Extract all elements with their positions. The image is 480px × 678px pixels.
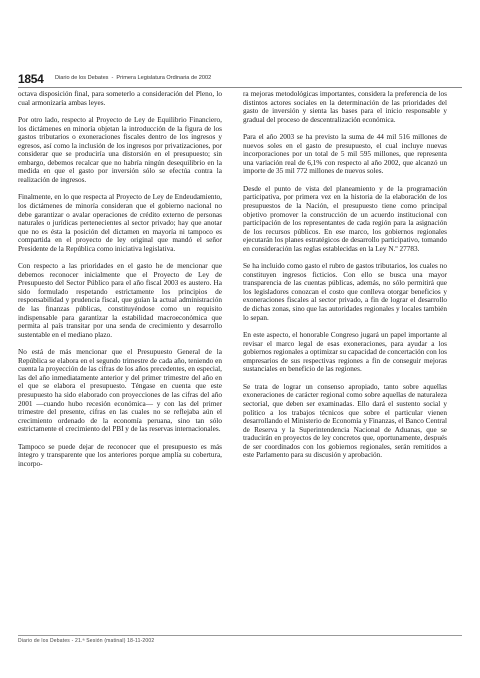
paragraph: Con respecto a las prioridades en el gasto he de mencionar que debemos reconocer inicialmente que el Proyecto de Ley de Presupuesto del Sector Público para el año fiscal 2003 es austero. Ha sido formulado respetando estrictamente los principios de responsabilidad y prudencia fiscal, que guían la actual administración de las finanzas públicas, constituyéndose como un requisito indispensable para garantizar la estabilidad macroeconómica que permita al país transitar por una senda de crecimiento y desarrollo sustentable en el mediano plazo. xyxy=(18,262,222,339)
paragraph: ra mejoras metodológicas importantes, considera la preferencia de los distintos actores sociales en la determinación de las prioridades del gasto de inversión y sienta las bases para el inicio responsable y gradual del proceso de descentralización económica. xyxy=(243,90,447,124)
paragraph: Finalmente, en lo que respecta al Proyecto de Ley de Endeudamiento, los dictámenes de minoría consideran que el gobierno nacional no debe garantizar o avalar operaciones de crédito externo de personas naturales o jurídicas pertenecientes al sector privado; hay que anotar que no es ésta la posición del dictamen en mayoría ni tampoco es compartida en el proyecto de ley original que mandó el señor Presidente de la República como iniciativa legislativa. xyxy=(18,193,222,253)
page-footer: Diario de los Debates - 21.ª Sesión (matinal) 18-11-2002 xyxy=(18,638,155,644)
running-header xyxy=(55,75,211,81)
paragraph: Se ha incluido como gasto el rubro de gastos tributarios, los cuales no constituyen ingresos ficticios. Con ello se busca una mayor transparencia de las cuentas públicas, además, no sólo permitirá que los legisladores conozcan el costo que conlleva otorgar beneficios y exoneraciones fiscales al sector privado, a fin de lograr el desarrollo de dichas zonas, sino que las autoridades regionales y locales también lo sepan. xyxy=(243,262,447,322)
right-column xyxy=(243,90,447,469)
paragraph: octava disposición final, para someterlo a consideración del Pleno, lo cual armonizaría ambas leyes. xyxy=(18,90,222,107)
publication-title: Diario de los Debates xyxy=(55,75,109,81)
header-rule xyxy=(18,87,462,88)
header-separator: - xyxy=(111,75,114,81)
left-column xyxy=(18,90,222,477)
paragraph: Tampoco se puede dejar de reconocer que el presupuesto es más íntegro y transparente que los anteriores porque amplía su cobertura, incorpo- xyxy=(18,442,222,468)
footer-rule xyxy=(18,635,462,636)
paragraph: Desde el punto de vista del planeamiento y de la programación participativa, por primera vez en la historia de la elaboración de los presupuestos de la Nación, el presupuesto tiene como principal objetivo promover la construcción de un acuerdo institucional con participación de los representantes de cada región para la asignación de los recursos públicos. En ese marco, los gobiernos regionales ejecutarán los planes estratégicos de desarrollo participativo, tomando en consideración las reglas establecidas en la Ley N.º 27783. xyxy=(243,184,447,253)
paragraph: No está de más mencionar que el Presupuesto General de la República se elabora en el segundo trimestre de cada año, teniendo en cuenta la proyección de las cifras de los años precedentes, en especial, las del año inmediatamente anterior y del primer trimestre del año en el que se elabora el presupuesto. Téngase en cuenta que este presupuesto ha sido elaborado con proyecciones de las cifras del año 2001 —cuando hubo recesión económica— y con las del primer trimestre del presente, cifras en las cuales no se reflejaba aún el crecimiento ordenado de la economía peruana, sino tan sólo estrictamente el crecimiento del PBI y de las reservas internacionales. xyxy=(18,348,222,434)
paragraph: Por otro lado, respecto al Proyecto de Ley de Equilibrio Financiero, los dictámenes en minoría objetan la introducción de la figura de los gastos tributarios o exoneraciones fiscales dentro de los ingresos y egresos, así como la inclusión de los ingresos por privatizaciones, por considerar que se produciría una distorsión en el presupuesto; sin embargo, debemos recalcar que no habría ningún desequilibrio en la medida en que el gasto por inversión sólo se efectúa contra la realización de ingresos. xyxy=(18,116,222,184)
page-header xyxy=(18,74,462,86)
paragraph: En este aspecto, el honorable Congreso jugará un papel importante al revisar el marco legal de esas exoneraciones, para ayudar a los gobiernos regionales a optimizar su capacidad de concertación con los empresarios de sus respectivas regiones a fin de conseguir mejoras sustanciales en beneficio de las regiones. xyxy=(243,331,447,374)
page-number: 1854 xyxy=(18,72,44,86)
paragraph: Se trata de lograr un consenso apropiado, tanto sobre aquellas exoneraciones de carácter regional como sobre aquellas de naturaleza sectorial, que deben ser examinadas. Ello dará el sustento social y político a los trabajos técnicos que sobre el particular vienen desarrollando el Ministerio de Economía y Finanzas, el Banco Central de Reserva y la Superintendencia Nacional de Aduanas, que se traducirán en proyectos de ley concretos que, oportunamente, después de ser coordinados con los gobiernos regionales, serán remitidos a este Parlamento para su discusión y aprobación. xyxy=(243,382,447,460)
paragraph: Para el año 2003 se ha previsto la suma de 44 mil 516 millones de nuevos soles en el gasto de presupuesto, el cual incluye nuevas incorporaciones por un total de 5 mil 595 millones, que representa una variación real de 6,1% con respecto al año 2002, que alcanzó un importe de 35 mil 772 millones de nuevos soles. xyxy=(243,133,447,176)
session-title: Primera Legislatura Ordinaria de 2002 xyxy=(116,75,212,81)
